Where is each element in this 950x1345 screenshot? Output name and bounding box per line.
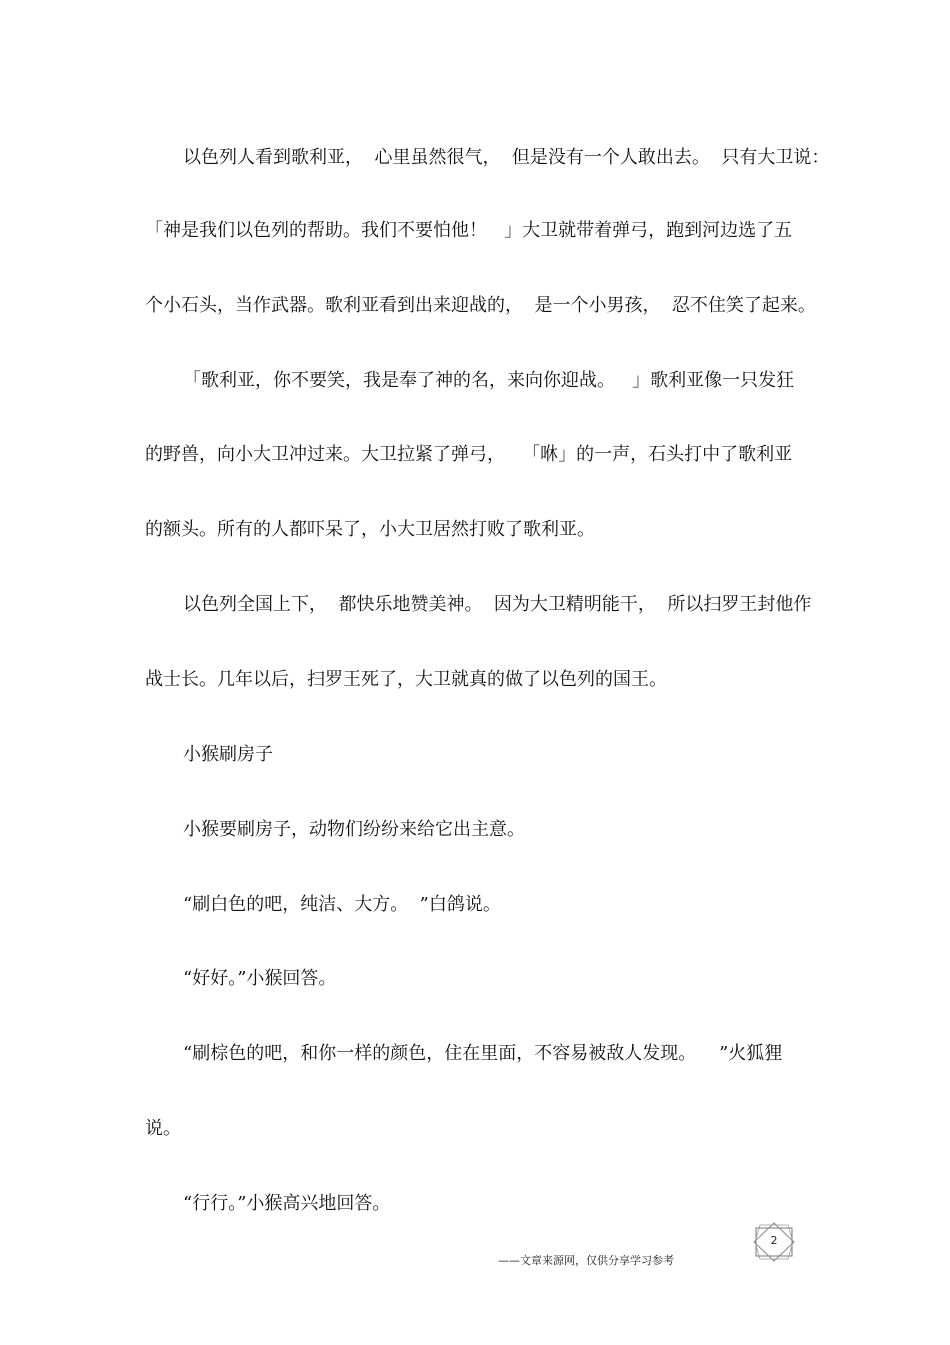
paragraph-line-7: 以色列全国上下， 都快乐地赞美神。 因为大卫精明能干， 所以扫罗王封他作 (183, 594, 812, 615)
paragraph-line-14: 说。 (145, 1118, 181, 1139)
story-title: 小猴刷房子 (183, 744, 273, 765)
paragraph-line-5: 的野兽，向小大卫冲过来。大卫拉紧了弹弓， 「咻」的一声，石头打中了歌利亚 (145, 444, 793, 465)
paragraph-line-8: 战士长。几年以后，扫罗王死了，大卫就真的做了以色列的国王。 (145, 669, 667, 690)
paragraph-line-15: “行行。”小猴高兴地回答。 (183, 1193, 391, 1214)
page-number-badge (752, 1222, 796, 1262)
paragraph-line-10: 小猴要刷房子，动物们纷纷来给它出主意。 (183, 819, 525, 840)
paragraph-line-11: “刷白色的吧，纯洁、大方。 ”白鸽说。 (183, 894, 501, 915)
paragraph-line-1: 以色列人看到歌利亚， 心里虽然很气， 但是没有一个人敢出去。 只有大卫说： (183, 147, 830, 168)
page-number: 2 (770, 1234, 778, 1247)
paragraph-line-4: 「歌利亚，你不要笑，我是奉了神的名，来向你迎战。 」歌利亚像一只发狂 (183, 370, 795, 391)
paragraph-line-6: 的额头。所有的人都吓呆了，小大卫居然打败了歌利亚。 (145, 519, 595, 540)
paragraph-line-3: 个小石头，当作武器。歌利亚看到出来迎战的， 是一个小男孩， 忍不住笑了起来。 (145, 295, 816, 316)
footer-source-text: ——文章来源网，仅供分享学习参考 (498, 1254, 674, 1267)
paragraph-line-13: “刷棕色的吧，和你一样的颜色，住在里面，不容易被敌人发现。 ”火狐狸 (183, 1043, 783, 1064)
paragraph-line-12: “好好。”小猴回答。 (183, 968, 337, 989)
paragraph-line-2: 「神是我们以色列的帮助。我们不要怕他！ 」大卫就带着弹弓，跑到河边选了五 (145, 220, 793, 241)
